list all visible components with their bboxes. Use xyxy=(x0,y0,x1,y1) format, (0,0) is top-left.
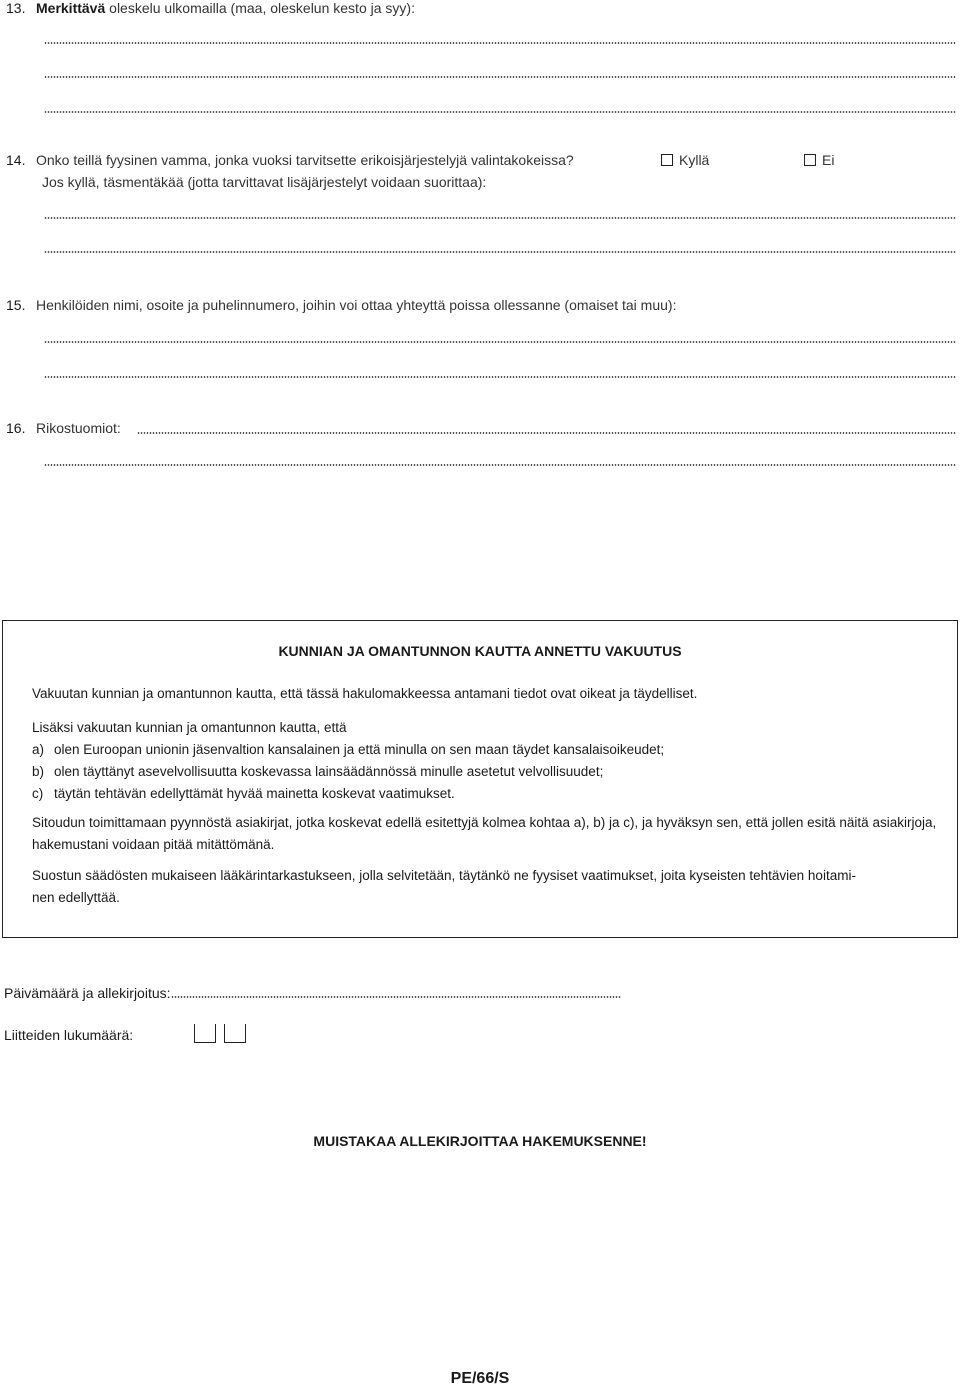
no-checkbox[interactable] xyxy=(804,154,816,166)
answer-line[interactable] xyxy=(44,464,956,466)
answer-line[interactable] xyxy=(44,76,956,78)
question-number: 13. xyxy=(6,0,26,16)
digit-box-2[interactable] xyxy=(224,1024,246,1043)
question-13-text: oleskelu ulkomailla (maa, oleskelun kesto ja syy): xyxy=(105,0,415,16)
declaration-title: KUNNIAN JA OMANTUNNON KAUTTA ANNETTU VAKUUTUS xyxy=(278,643,682,659)
sign-reminder: MUISTAKAA ALLEKIRJOITTAA HAKEMUKSENNE! xyxy=(313,1133,647,1149)
form-code: PE/66/S xyxy=(450,1370,510,1387)
item-text: olen Euroopan unionin jäsenvaltion kansalainen ja että minulla on sen maan täydet kansalaisoikeudet; xyxy=(54,742,665,757)
date-signature-field[interactable] xyxy=(4,985,621,1001)
item-label: c) xyxy=(32,786,44,801)
declaration-paragraph-1: Vakuutan kunnian ja omantunnon kautta, että tässä hakulomakkeessa antamani tiedot ovat oikeat ja täydelliset. xyxy=(32,686,698,701)
declaration-box xyxy=(2,620,958,938)
answer-line[interactable] xyxy=(44,251,956,253)
declaration-paragraph-3: Sitoudun toimittamaan pyynnöstä asiakirjat, jotka koskevat edellä esitettyjä kolmea kohtaa a), b) ja c), ja hyväksyn sen, että jollen esitä näitä asiakirjoja, hakemustani voidaan pitää mitättömänä. xyxy=(32,815,937,852)
question-15-text: Henkilöiden nimi, osoite ja puhelinnumero, joihin voi ottaa yhteyttä poissa ollessanne (omaiset tai muu): xyxy=(36,297,677,313)
item-text: olen täyttänyt asevelvollisuutta koskevassa lainsäädännössä minulle asetetut velvollisuudet; xyxy=(54,764,604,779)
yes-checkbox[interactable] xyxy=(661,154,673,166)
answer-line[interactable] xyxy=(137,432,956,434)
option-no-label: Ei xyxy=(822,152,835,168)
answer-line[interactable] xyxy=(44,217,956,219)
option-yes[interactable] xyxy=(661,152,709,168)
question-14-followup: Jos kyllä, täsmentäkää (jotta tarvittavat lisäjärjestelyt voidaan suorittaa): xyxy=(42,174,487,190)
question-13-emphasis: Merkittävä xyxy=(36,0,106,16)
option-no[interactable] xyxy=(804,152,834,168)
answer-line[interactable] xyxy=(44,341,956,343)
answer-line[interactable] xyxy=(44,111,956,113)
digit-box-1[interactable] xyxy=(194,1024,216,1043)
answer-line[interactable] xyxy=(44,42,956,44)
attachments-count-boxes[interactable] xyxy=(194,1024,254,1048)
question-number: 16. xyxy=(6,420,26,436)
signature-line[interactable] xyxy=(171,996,621,998)
date-signature-label: Päivämäärä ja allekirjoitus: xyxy=(4,985,171,1001)
item-label: a) xyxy=(32,742,45,757)
question-15 xyxy=(6,297,676,313)
option-yes-label: Kyllä xyxy=(679,152,710,168)
question-16 xyxy=(6,420,121,436)
answer-line[interactable] xyxy=(44,376,956,378)
question-number: 15. xyxy=(6,297,26,313)
declaration-paragraph-2: Lisäksi vakuutan kunnian ja omantunnon kautta, että xyxy=(32,720,347,735)
attachments-label: Liitteiden lukumäärä: xyxy=(4,1027,134,1043)
declaration-paragraph-4-line-2: nen edellyttää. xyxy=(32,890,120,905)
declaration-paragraph-4-line-1: Suostun säädösten mukaiseen lääkärintarkastukseen, jolla selvitetään, täytänkö ne fyysiset vaatimukset, joita kyseisten tehtävien hoitami- xyxy=(32,868,856,883)
question-14-text: Onko teillä fyysinen vamma, jonka vuoksi tarvitsette erikoisjärjestelyjä valintakokeissa? xyxy=(36,152,574,168)
question-number: 14. xyxy=(6,152,26,168)
declaration-item-c xyxy=(32,786,455,801)
question-13 xyxy=(6,0,415,16)
question-16-text: Rikostuomiot: xyxy=(36,420,121,436)
item-label: b) xyxy=(32,764,45,779)
declaration-item-b xyxy=(32,764,603,779)
question-14 xyxy=(6,152,574,168)
declaration-item-a xyxy=(32,742,664,757)
item-text: täytän tehtävän edellyttämät hyvää mainetta koskevat vaatimukset. xyxy=(54,786,455,801)
